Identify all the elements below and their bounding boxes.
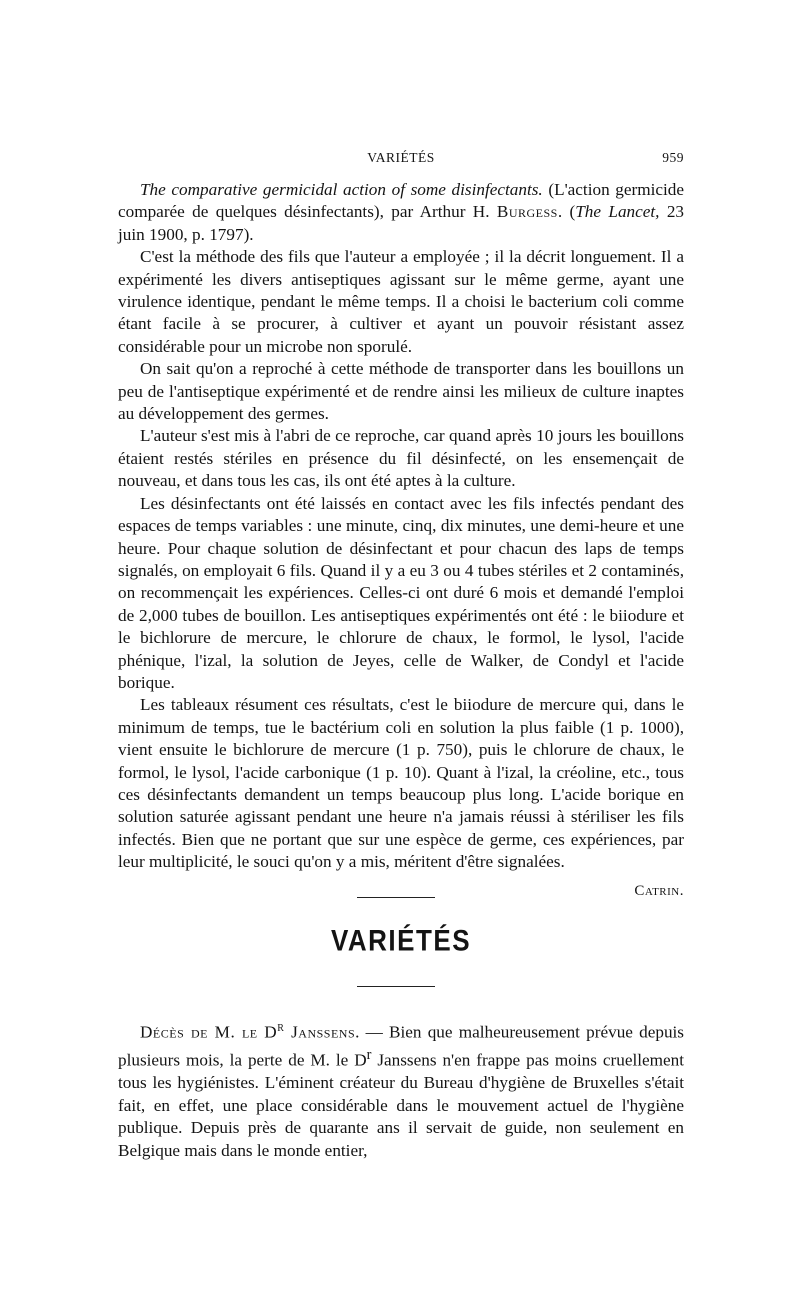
review-paragraph-5: Les tableaux résument ces résultats, c'est le biiodure de mercure qui, dans le minimum de temps, tue le bactérium coli en solution la plus faible (1 p. 1000), vient ensuite le bichlorure de mercure (1 p. 750), puis le chlorure de chaux, le formol, le lysol, l'acide carbonique (1 p. 10). Quant à l'izal, la créoline, etc., tous ces désinfectants demandent un temps beaucoup plus long. L'acide borique en solution saturée agissant pendant une heure n'a jamais réussi à stériliser les fils infectés. Bien que ne portant que sur une espèce de germe, ces expériences, par leur multiplicité, le souci qu'on y a mis, méritent d'être signalées. <box>118 695 684 872</box>
obituary-article <box>118 1016 684 1162</box>
section-heading: VARIÉTÉS <box>330 922 472 958</box>
section-divider-top <box>357 897 435 898</box>
page-number: 959 <box>662 150 684 165</box>
article-author-punct: . ( <box>557 202 576 222</box>
review-paragraph-1: C'est la méthode des fils que l'auteur a employée ; il la décrit longuement. Il a expérimenté les divers antiseptiques agissant sur le même germe, ayant une virulence identique, pendant le même temps. Il a choisi le bacterium coli comme étant facile à se procurer, à cultiver et ayant un pouvoir résistant assez considérable pour un microbe non sporulé. <box>118 247 684 356</box>
review-paragraph-2: On sait qu'on a reproché à cette méthode de transporter dans les bouillons un peu de l'antiseptique expérimenté et de rendre ainsi les milieux de culture inaptes au développement des germes. <box>118 359 684 424</box>
obituary-text-1: Bien que malheureusement prévue depuis plusieurs mois, la perte de M. le D <box>118 1022 684 1070</box>
review-paragraph-4: Les désinfectants ont été laissés en contact avec les fils infectés pendant des espaces de temps variables : une minute, cinq, dix minutes, une demi-heure et une heure. Pour chaque solution de désinfectant et pour chacun des laps de temps signalés, on employait 6 fils. Quand il y a eu 3 ou 4 tubes stériles et 2 contaminés, on recommençait les expériences. Celles-ci ont duré 6 mois et demandé l'emploi de 2,000 tubes de bouillon. Les antiseptiques expérimentés ont été : le biiodure et le bichlorure de mercure, le chlorure de chaux, le formol, le lysol, l'acide phénique, l'izal, la solution de Jeyes, celle de Walker, de Condyl et l'acide borique. <box>118 493 684 692</box>
obituary-lead-name: Janssens <box>284 1022 356 1042</box>
review-paragraph-3: L'auteur s'est mis à l'abri de ce reproche, car quand après 10 jours les bouillons étaient restés stériles en présence du fil désinfecté, on les ensemençait de nouveau, et dans tous les cas, ils ont été aptes à la culture. <box>118 426 684 491</box>
obituary-sup: r <box>366 1047 372 1064</box>
review-article <box>118 179 684 902</box>
running-head-title: VARIÉTÉS <box>367 150 435 165</box>
section-divider-bottom <box>357 986 435 987</box>
obituary-lead-sup: r <box>277 1019 285 1035</box>
obituary-lead-dash: . — <box>355 1022 390 1042</box>
obituary-text-2: Janssens n'en frappe pas moins cruellement tous les hygiénistes. L'éminent créateur du Bureau d'hygiène de Bruxelles s'était fait, en effet, une place considérable dans le mouvement actuel de l'hygiène publique. Depuis près de quarante ans il servait de guide, non seulement en Belgique mais dans le monde entier, <box>118 1050 684 1160</box>
obituary-paragraph <box>118 1016 684 1162</box>
article-author: Burgess <box>496 202 558 222</box>
review-signature: Catrin. <box>634 882 684 899</box>
review-heading-paragraph <box>118 179 684 246</box>
article-title: The comparative germicidal action of some disinfectants. <box>140 180 543 199</box>
journal-citation: 23 juin 1900, p. 1797). <box>118 202 685 244</box>
obituary-lead: Décès de M. le D <box>140 1022 278 1042</box>
running-head <box>118 150 684 170</box>
journal-name: The Lancet, <box>575 202 660 222</box>
article-translation: (L'action germicide comparée de quelques désinfectants), par Arthur H. <box>118 180 685 222</box>
